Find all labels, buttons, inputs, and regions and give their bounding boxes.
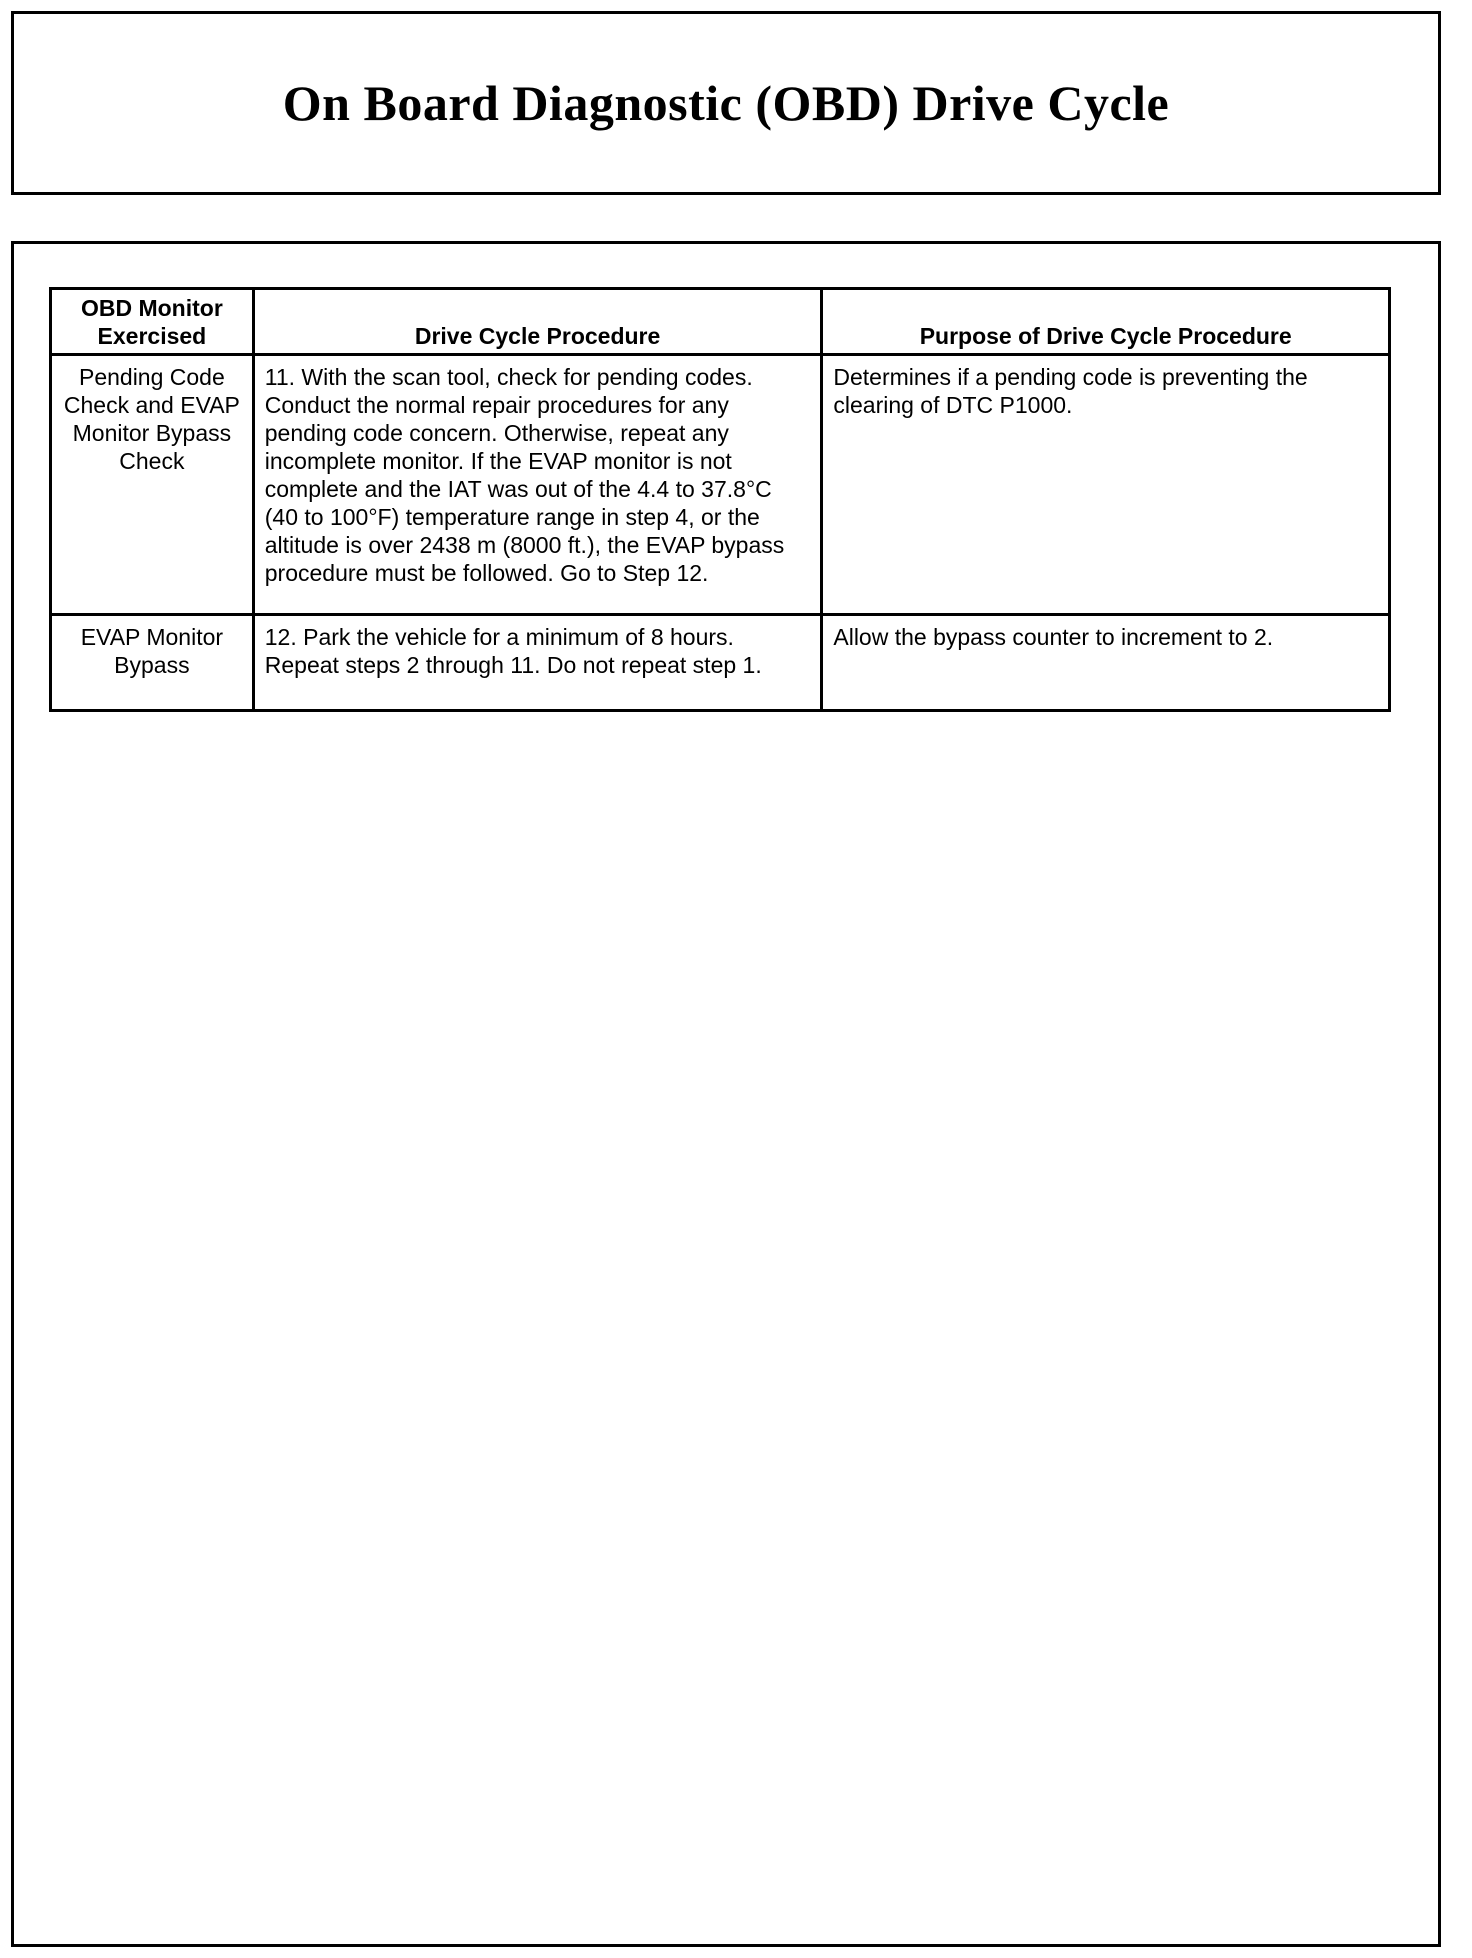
purpose-cell: Determines if a pending code is preventing the clearing of DTC P1000. xyxy=(822,355,1390,615)
page-title: On Board Diagnostic (OBD) Drive Cycle xyxy=(282,75,1170,131)
drive-cycle-table xyxy=(49,287,1391,712)
procedure-cell: 12. Park the vehicle for a minimum of 8 hours. Repeat steps 2 through 11. Do not repeat step 1. xyxy=(253,615,822,711)
header-procedure: Drive Cycle Procedure xyxy=(253,289,822,355)
table-header-row xyxy=(51,289,1390,355)
purpose-cell: Allow the bypass counter to increment to 2. xyxy=(822,615,1390,711)
monitor-cell: Pending Code Check and EVAP Monitor Bypass Check xyxy=(51,355,254,615)
table-row xyxy=(51,615,1390,711)
title-box xyxy=(11,11,1441,195)
table-row xyxy=(51,355,1390,615)
header-monitor: OBD Monitor Exercised xyxy=(51,289,254,355)
procedure-cell: 11. With the scan tool, check for pending codes. Conduct the normal repair procedures for any pending code concern. Otherwise, repeat any incomplete monitor. If the EVAP monitor is not complete and the IAT was out of the 4.4 to 37.8°C (40 to 100°F) temperature range in step 4, or the altitude is over 2438 m (8000 ft.), the EVAP bypass procedure must be followed. Go to Step 12. xyxy=(253,355,822,615)
content-box xyxy=(11,241,1441,1947)
header-purpose: Purpose of Drive Cycle Procedure xyxy=(822,289,1390,355)
monitor-cell: EVAP Monitor Bypass xyxy=(51,615,254,711)
